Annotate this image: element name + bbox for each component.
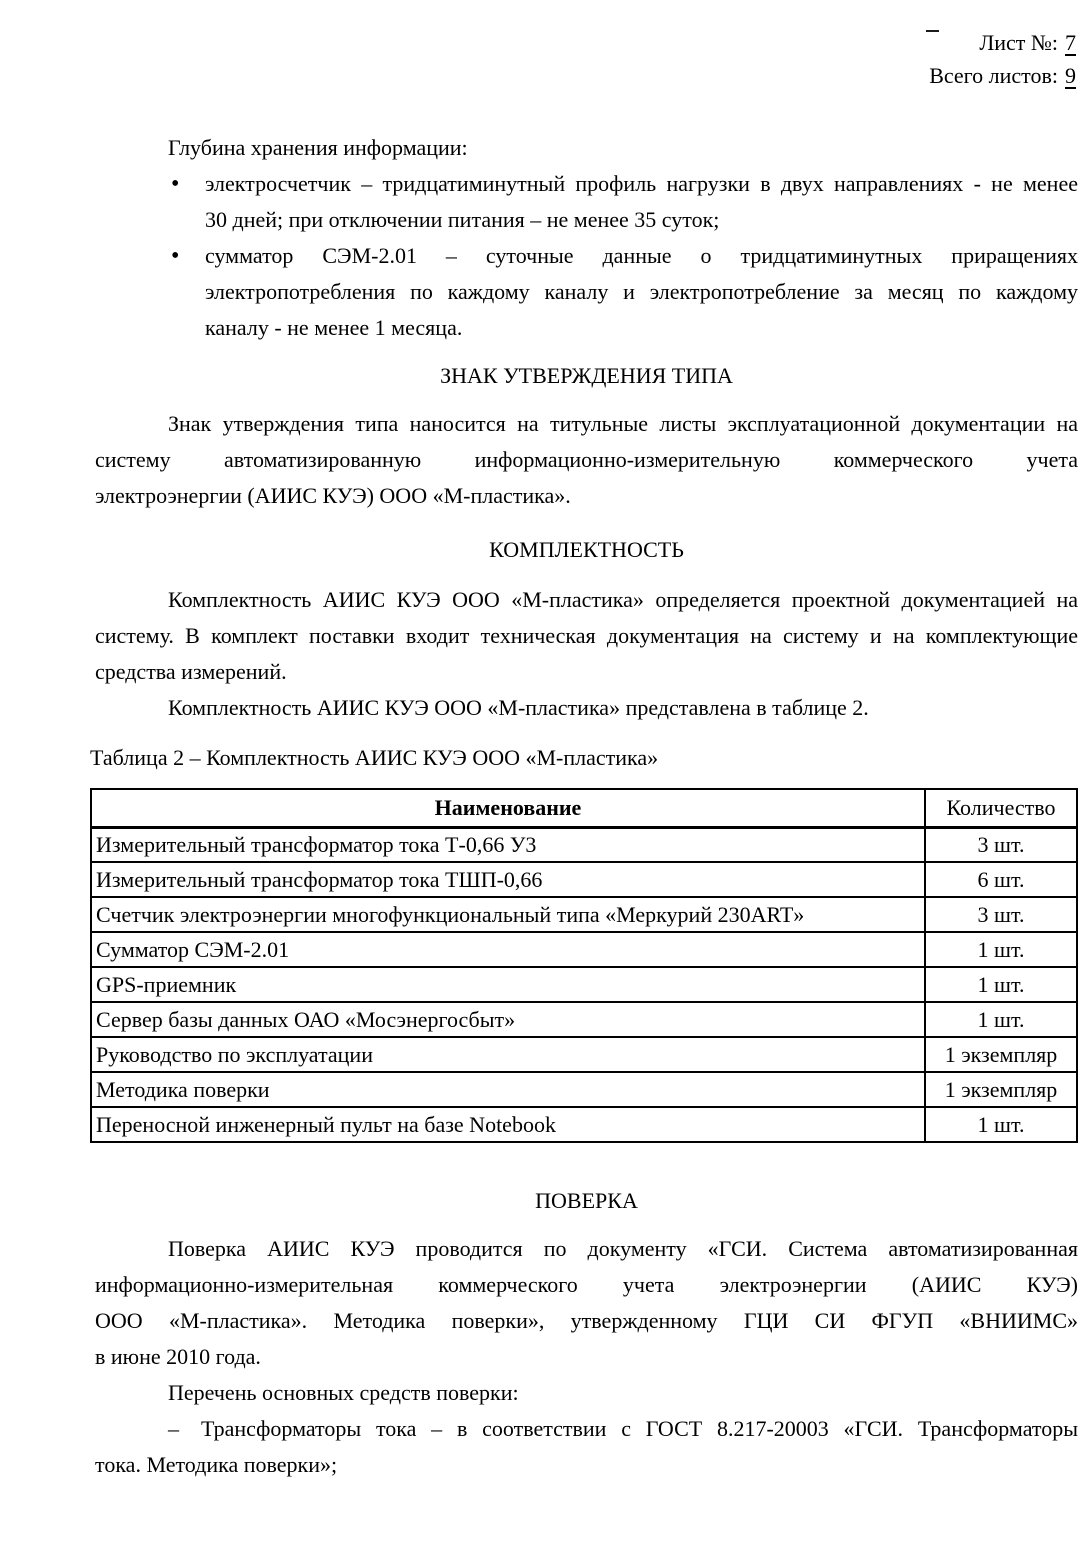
item-name-cell: Измерительный трансформатор тока ТШП-0,66 xyxy=(91,862,925,897)
item-name-cell: Счетчик электроэнергии многофункциональный типа «Меркурий 230ART» xyxy=(91,897,925,932)
sheet-number-value: 7 xyxy=(1065,30,1076,55)
bullet-item-text: электросчетчик – тридцатиминутный профиль нагрузки в двух направлениях - не менее 30 дней; при отключении питания – не менее 35 суток; xyxy=(205,171,1078,232)
item-qty-cell: 3 шт. xyxy=(925,897,1077,932)
total-sheets-label: Всего листов: xyxy=(929,63,1058,88)
table-row xyxy=(91,827,1077,862)
section-heading-completeness: КОМПЛЕКТНОСТЬ xyxy=(489,537,684,562)
item-name-cell: Сервер базы данных ОАО «Мосэнергосбыт» xyxy=(91,1002,925,1037)
sheet-number-line xyxy=(0,26,1076,59)
bullet-icon: • xyxy=(171,171,180,197)
item-name-cell: Методика поверки xyxy=(91,1072,925,1107)
table-row xyxy=(91,1072,1077,1107)
item-qty-cell: 1 шт. xyxy=(925,1107,1077,1142)
type-approval-paragraph: Знак утверждения типа наносится на титульные листы эксплуатационной документации на систему автоматизированную информационно-измерительную коммерческого учета электроэнергии (АИИС КУЭ) ООО «М-пластика». xyxy=(95,411,1078,508)
item-qty-cell: 1 шт. xyxy=(925,1002,1077,1037)
completeness-paragraph: Комплектность АИИС КУЭ ООО «М-пластика» определяется проектной документацией на систему. В комплект поставки входит техническая документация на систему и на комплектующие средства измерений. xyxy=(95,587,1078,684)
sheet-number-label: Лист №: xyxy=(979,30,1058,55)
bullet-icon: • xyxy=(171,243,180,269)
table-row xyxy=(91,897,1077,932)
completeness-table-reference: Комплектность АИИС КУЭ ООО «М-пластика» представлена в таблице 2. xyxy=(168,695,869,720)
table-row xyxy=(91,932,1077,967)
document-content xyxy=(0,130,1092,1483)
page-header xyxy=(0,0,1092,92)
table-row xyxy=(91,862,1077,897)
section-heading-verification: ПОВЕРКА xyxy=(535,1188,638,1213)
item-name-cell: Переносной инженерный пульт на базе Notebook xyxy=(91,1107,925,1142)
table-row xyxy=(91,1037,1077,1072)
list-item xyxy=(95,166,1078,238)
section-heading-type-approval: ЗНАК УТВЕРЖДЕНИЯ ТИПА xyxy=(440,363,733,388)
storage-depth-section xyxy=(95,130,1078,346)
bullet-item-text: сумматор СЭМ-2.01 – суточные данные о тридцатиминутных приращениях электропотребления по каждому каналу и электропотребление за месяц по каждому каналу - не менее 1 месяца. xyxy=(205,243,1078,340)
table-header-row xyxy=(91,789,1077,827)
item-qty-cell: 1 экземпляр xyxy=(925,1072,1077,1107)
item-qty-cell: 1 шт. xyxy=(925,932,1077,967)
table-row xyxy=(91,1107,1077,1142)
verification-list-intro: Перечень основных средств поверки: xyxy=(168,1380,519,1405)
verification-dash-item: – Трансформаторы тока – в соответствии с ГОСТ 8.217-20003 «ГСИ. Трансформаторы тока. Методика поверки»; xyxy=(95,1416,1078,1477)
item-name-cell: Руководство по эксплуатации xyxy=(91,1037,925,1072)
table-caption: Таблица 2 – Комплектность АИИС КУЭ ООО «М-пластика» xyxy=(90,745,659,770)
table-header-qty: Количество xyxy=(925,789,1077,827)
item-qty-cell: 6 шт. xyxy=(925,862,1077,897)
item-qty-cell: 3 шт. xyxy=(925,827,1077,862)
item-name-cell: GPS-приемник xyxy=(91,967,925,1002)
item-qty-cell: 1 шт. xyxy=(925,967,1077,1002)
list-item xyxy=(95,238,1078,346)
total-sheets-value: 9 xyxy=(1065,63,1076,88)
scan-artifact-mark xyxy=(926,30,939,32)
table-header-name: Наименование xyxy=(91,789,925,827)
item-name-cell: Сумматор СЭМ-2.01 xyxy=(91,932,925,967)
verification-paragraph: Поверка АИИС КУЭ проводится по документу «ГСИ. Система автоматизированная информационно-измерительная коммерческого учета электроэнергии (АИИС КУЭ) ООО «М-пластика». Методика поверки», утвержденному ГЦИ СИ ФГУП «ВНИИМС» в июне 2010 года. xyxy=(95,1236,1078,1369)
completeness-table xyxy=(90,788,1078,1143)
total-sheets-line xyxy=(0,59,1076,92)
item-name-cell: Измерительный трансформатор тока Т-0,66 У3 xyxy=(91,827,925,862)
storage-depth-intro: Глубина хранения информации: xyxy=(168,135,468,160)
item-qty-cell: 1 экземпляр xyxy=(925,1037,1077,1072)
table-row xyxy=(91,967,1077,1002)
table-row xyxy=(91,1002,1077,1037)
